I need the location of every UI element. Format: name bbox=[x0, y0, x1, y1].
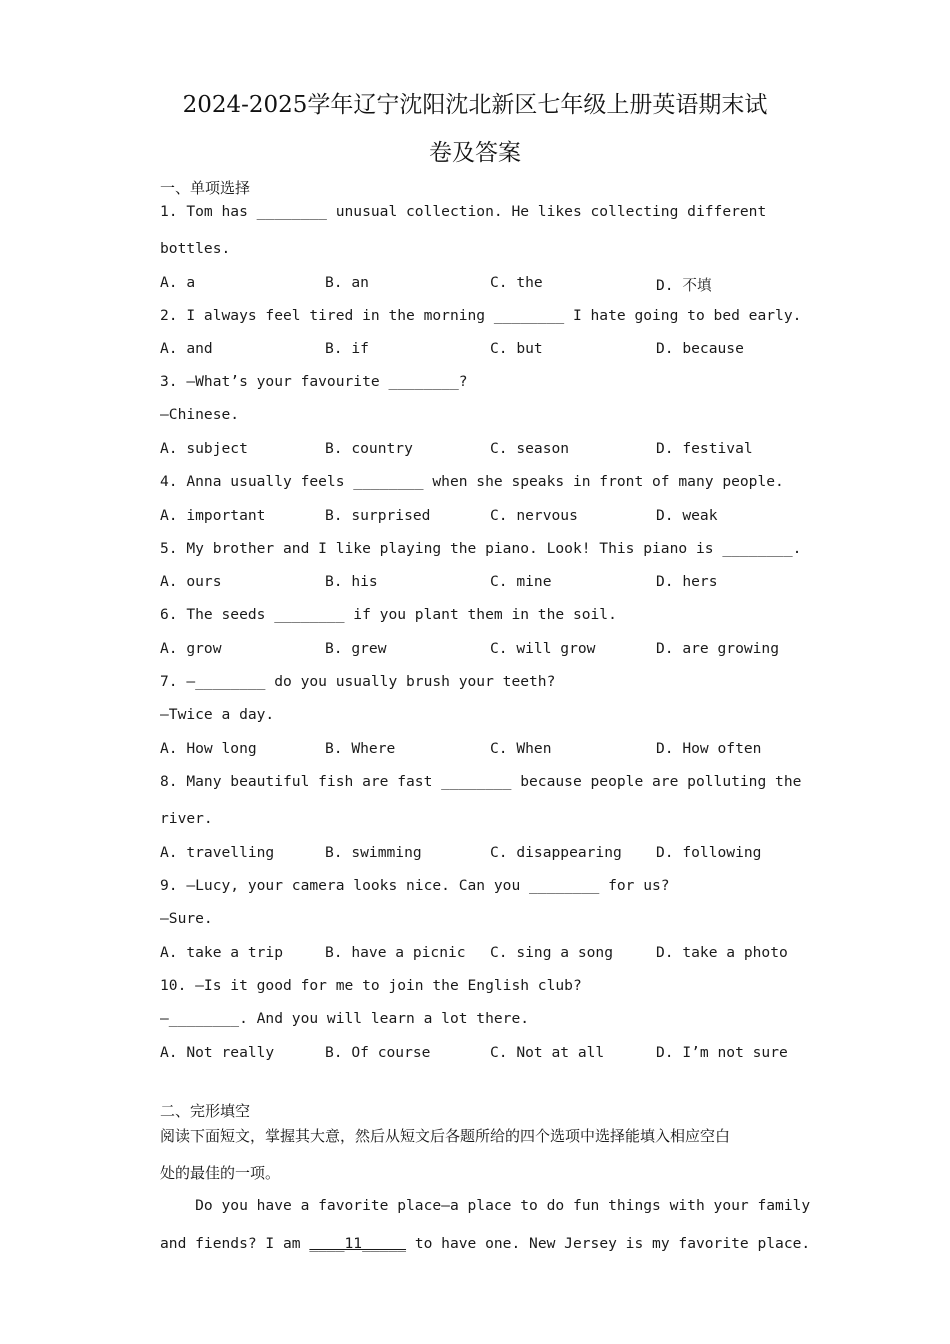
question-1-line-1: 1. Tom has ________ unusual collection. He likes collecting different bbox=[160, 203, 767, 220]
option-b[interactable]: B. have a picnic bbox=[325, 944, 466, 961]
section-2-instruction-line-1: 阅读下面短文，掌握其大意，然后从短文后各题所给的四个选项中选择能填入相应空白 bbox=[160, 1127, 731, 1145]
option-c[interactable]: C. season bbox=[490, 440, 570, 457]
option-d[interactable]: D. because bbox=[656, 340, 744, 357]
section-2-instruction-line-2: 处的最佳的一项。 bbox=[160, 1164, 281, 1182]
question-10-line-1: 10. —Is it good for me to join the English club? bbox=[160, 977, 582, 994]
option-c[interactable]: C. but bbox=[490, 340, 543, 357]
option-a[interactable]: A. take a trip bbox=[160, 944, 284, 961]
option-b[interactable]: B. an bbox=[325, 274, 369, 291]
passage-line-2 bbox=[160, 1235, 810, 1252]
option-a[interactable]: A. subject bbox=[160, 440, 248, 457]
option-d[interactable]: D. I’m not sure bbox=[656, 1044, 788, 1061]
option-d[interactable]: D. are growing bbox=[656, 640, 780, 657]
question-3-line-2: —Chinese. bbox=[160, 406, 240, 423]
option-c[interactable]: C. the bbox=[490, 274, 543, 291]
option-a[interactable]: A. Not really bbox=[160, 1044, 275, 1061]
option-a[interactable]: A. travelling bbox=[160, 844, 275, 861]
question-3-line-1: 3. —What’s your favourite ________? bbox=[160, 373, 468, 390]
option-d[interactable]: D. weak bbox=[656, 507, 718, 524]
section-2-heading: 二、完形填空 bbox=[160, 1102, 251, 1120]
passage-text: and fiends? I am bbox=[160, 1235, 310, 1252]
passage-line-1: Do you have a favorite place—a place to do fun things with your family bbox=[160, 1197, 811, 1214]
option-d[interactable]: D. hers bbox=[656, 573, 718, 590]
option-c[interactable]: C. When bbox=[490, 740, 552, 757]
option-a[interactable]: A. and bbox=[160, 340, 213, 357]
option-b[interactable]: B. swimming bbox=[325, 844, 422, 861]
cloze-blank-11: ____11_____ bbox=[309, 1235, 407, 1252]
option-c[interactable]: C. sing a song bbox=[490, 944, 614, 961]
question-8-line-1: 8. Many beautiful fish are fast ________ because people are polluting the bbox=[160, 773, 802, 790]
question-6-line-1: 6. The seeds ________ if you plant them in the soil. bbox=[160, 606, 617, 623]
passage-text: to have one. New Jersey is my favorite place. bbox=[406, 1235, 811, 1252]
option-b[interactable]: B. Where bbox=[325, 740, 396, 757]
question-1-line-2: bottles. bbox=[160, 240, 231, 257]
question-10-line-2: —________. And you will learn a lot there. bbox=[160, 1010, 530, 1027]
option-d[interactable]: D. following bbox=[656, 844, 762, 861]
question-8-line-2: river. bbox=[160, 810, 213, 827]
question-5-line-1: 5. My brother and I like playing the piano. Look! This piano is ________. bbox=[160, 540, 802, 557]
exam-title-line-1: 2024-2025学年辽宁沈阳沈北新区七年级上册英语期末试 bbox=[182, 92, 768, 118]
option-b[interactable]: B. if bbox=[325, 340, 369, 357]
question-9-line-1: 9. —Lucy, your camera looks nice. Can you ________ for us? bbox=[160, 877, 670, 894]
option-b[interactable]: B. his bbox=[325, 573, 378, 590]
option-b[interactable]: B. country bbox=[325, 440, 413, 457]
question-7-line-1: 7. —________ do you usually brush your teeth? bbox=[160, 673, 556, 690]
question-9-line-2: —Sure. bbox=[160, 910, 213, 927]
option-d[interactable]: D. festival bbox=[656, 440, 753, 457]
option-d[interactable]: D. take a photo bbox=[656, 944, 788, 961]
option-d[interactable]: D. 不填 bbox=[656, 277, 712, 294]
exam-title-line-2: 卷及答案 bbox=[429, 140, 521, 166]
option-c[interactable]: C. Not at all bbox=[490, 1044, 605, 1061]
question-2-line-1: 2. I always feel tired in the morning ________ I hate going to bed early. bbox=[160, 307, 802, 324]
question-7-line-2: —Twice a day. bbox=[160, 706, 275, 723]
question-4-line-1: 4. Anna usually feels ________ when she speaks in front of many people. bbox=[160, 473, 784, 490]
option-c[interactable]: C. will grow bbox=[490, 640, 596, 657]
option-a[interactable]: A. important bbox=[160, 507, 266, 524]
option-a[interactable]: A. ours bbox=[160, 573, 222, 590]
option-c[interactable]: C. nervous bbox=[490, 507, 578, 524]
option-c[interactable]: C. mine bbox=[490, 573, 552, 590]
option-c[interactable]: C. disappearing bbox=[490, 844, 622, 861]
option-b[interactable]: B. grew bbox=[325, 640, 387, 657]
section-1-heading: 一、单项选择 bbox=[160, 179, 251, 197]
option-a[interactable]: A. How long bbox=[160, 740, 257, 757]
option-a[interactable]: A. a bbox=[160, 274, 196, 291]
option-b[interactable]: B. surprised bbox=[325, 507, 431, 524]
option-d[interactable]: D. How often bbox=[656, 740, 762, 757]
option-a[interactable]: A. grow bbox=[160, 640, 222, 657]
option-b[interactable]: B. Of course bbox=[325, 1044, 431, 1061]
